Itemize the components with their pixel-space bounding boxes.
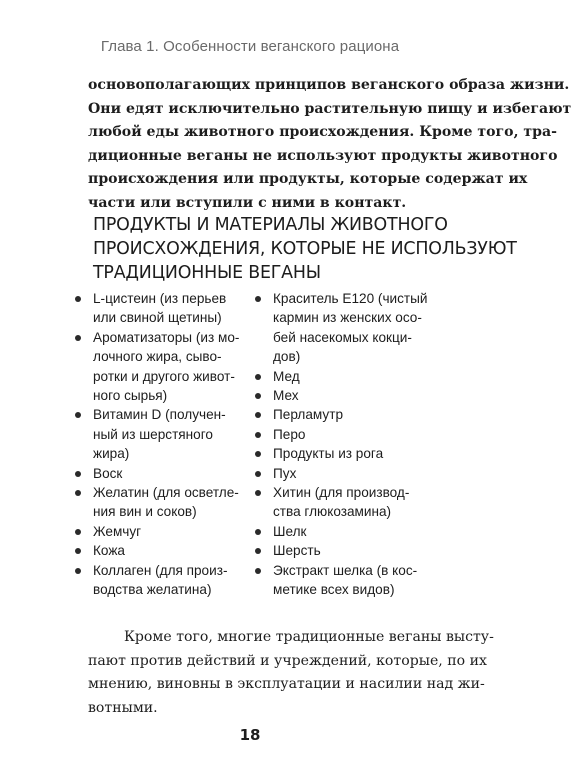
list-item-line: Мех	[273, 388, 299, 404]
heading-line: ПРОДУКТЫ И МАТЕРИАЛЫ ЖИВОТНОГО	[93, 215, 448, 235]
list-item-text	[273, 386, 432, 405]
bullet-icon	[75, 548, 81, 554]
list-item-line: ния вин и соков)	[93, 504, 197, 520]
list-item	[72, 405, 252, 463]
list-item	[252, 425, 432, 444]
list-item-line: метике всех видов)	[273, 582, 395, 598]
list-item-text	[273, 405, 432, 424]
list-item-text	[93, 541, 252, 560]
products-list-right	[252, 289, 432, 600]
list-item-text	[273, 367, 432, 386]
list-item	[252, 561, 432, 600]
bullet-icon	[255, 490, 261, 496]
list-item	[252, 522, 432, 541]
list-item-line: кармин из женских осо-	[273, 310, 422, 326]
list-item-text	[93, 405, 252, 463]
list-item-line: Шерсть	[273, 543, 321, 559]
list-item	[252, 464, 432, 483]
paragraph-line: Кроме того, многие традиционные веганы высту-	[124, 629, 494, 645]
bullet-icon	[255, 296, 261, 302]
intro-paragraph	[88, 74, 571, 216]
list-item-text	[273, 444, 432, 463]
list-item-text	[273, 464, 432, 483]
bullet-icon	[75, 490, 81, 496]
list-item-line: Кожа	[93, 543, 125, 559]
list-item	[252, 386, 432, 405]
list-item-text	[93, 328, 252, 406]
list-item-text	[93, 561, 252, 600]
list-item	[252, 289, 432, 367]
bullet-icon	[75, 412, 81, 418]
list-item	[252, 541, 432, 560]
list-item-text	[93, 464, 252, 483]
bullet-icon	[255, 412, 261, 418]
list-item-line: Воск	[93, 465, 123, 481]
list-item	[72, 541, 252, 560]
paragraph-line: основополагающих принципов веганского образа жизни.	[88, 77, 570, 93]
list-item-text	[93, 522, 252, 541]
list-item-line: Желатин (для осветле-	[93, 485, 239, 501]
list-item-text	[273, 289, 432, 367]
list-item-line: Хитин (для производ-	[273, 485, 410, 501]
closing-paragraph	[88, 626, 494, 720]
list-item	[72, 483, 252, 522]
bullet-icon	[255, 471, 261, 477]
list-item-line: Мед	[273, 368, 300, 384]
list-item-line: L-цистеин (из перьев	[93, 291, 227, 306]
bullet-icon	[255, 374, 261, 380]
bullet-icon	[255, 529, 261, 535]
products-list-left	[72, 289, 252, 600]
list-item-line: бей насекомых кокци-	[273, 329, 412, 345]
page-number: 18	[239, 726, 261, 744]
list-item	[72, 522, 252, 541]
list-item-line: Шелк	[273, 523, 307, 539]
list-item	[72, 561, 252, 600]
heading-line: ТРАДИЦИОННЫЕ ВЕГАНЫ	[93, 263, 321, 283]
bullet-icon	[255, 451, 261, 457]
paragraph-line: части или вступили с ними в контакт.	[88, 194, 407, 211]
list-item	[252, 405, 432, 424]
list-item-line: дов)	[273, 349, 301, 365]
bullet-icon	[75, 296, 81, 302]
list-item	[72, 328, 252, 406]
paragraph-line: вотными.	[88, 699, 158, 716]
list-item-line: Коллаген (для произ-	[93, 562, 228, 578]
paragraph-line: Они едят исключительно растительную пищу и избегают	[88, 100, 571, 117]
section-heading	[93, 213, 517, 285]
list-item-line: Краситель Е120 (чистый	[273, 291, 428, 306]
paragraph-line: диционные веганы не используют продукты животного	[88, 147, 558, 164]
paragraph-line: любой еды животного происхождения. Кроме того, тра-	[88, 124, 557, 141]
list-item	[72, 289, 252, 328]
paragraph-line: мнению, виновны в эксплуатации и насилии над жи-	[88, 676, 485, 693]
list-item-line: лочного жира, сыво-	[93, 349, 222, 365]
list-item-line: Перламутр	[273, 407, 343, 423]
bullet-icon	[75, 471, 81, 477]
list-item-line: или свиной щетины)	[93, 310, 222, 326]
running-head: Глава 1. Особенности веганского рациона	[100, 38, 400, 55]
list-item-text	[273, 483, 432, 522]
list-item-text	[273, 541, 432, 560]
list-item-line: ный из шерстяного	[93, 426, 213, 442]
bullet-icon	[255, 568, 261, 574]
paragraph-line: происхождения или продукты, которые содержат их	[88, 171, 528, 188]
bullet-icon	[75, 335, 81, 341]
list-item-line: Перо	[273, 426, 306, 442]
bullet-icon	[255, 432, 261, 438]
list-item-line: водства желатина)	[93, 582, 212, 598]
list-item-line: Продукты из рога	[273, 446, 384, 462]
list-item-line: Пух	[273, 465, 297, 481]
list-item-line: ства глюкозамина)	[273, 504, 392, 520]
list-item-text	[93, 289, 252, 328]
list-item-line: Жемчуг	[93, 523, 142, 539]
list-item-text	[273, 561, 432, 600]
list-item	[252, 483, 432, 522]
list-item-line: Витамин D (получен-	[93, 407, 226, 423]
paragraph-line: пают против действий и учреждений, которые, по их	[88, 652, 487, 669]
list-item-line: жира)	[93, 446, 130, 462]
list-item	[72, 464, 252, 483]
list-item-line: ного сырья)	[93, 388, 168, 404]
list-item-line: Ароматизаторы (из мо-	[93, 329, 240, 345]
bullet-icon	[75, 529, 81, 535]
bullet-icon	[255, 393, 261, 399]
list-item-text	[93, 483, 252, 522]
list-item	[252, 444, 432, 463]
list-item-line: Экстракт шелка (в кос-	[273, 562, 418, 578]
list-item-line: ротки и другого живот-	[93, 368, 235, 384]
list-item-text	[273, 522, 432, 541]
list-item-text	[273, 425, 432, 444]
heading-line: ПРОИСХОЖДЕНИЯ, КОТОРЫЕ НЕ ИСПОЛЬЗУЮТ	[93, 239, 517, 259]
bullet-icon	[255, 548, 261, 554]
list-item	[252, 367, 432, 386]
bullet-icon	[75, 568, 81, 574]
